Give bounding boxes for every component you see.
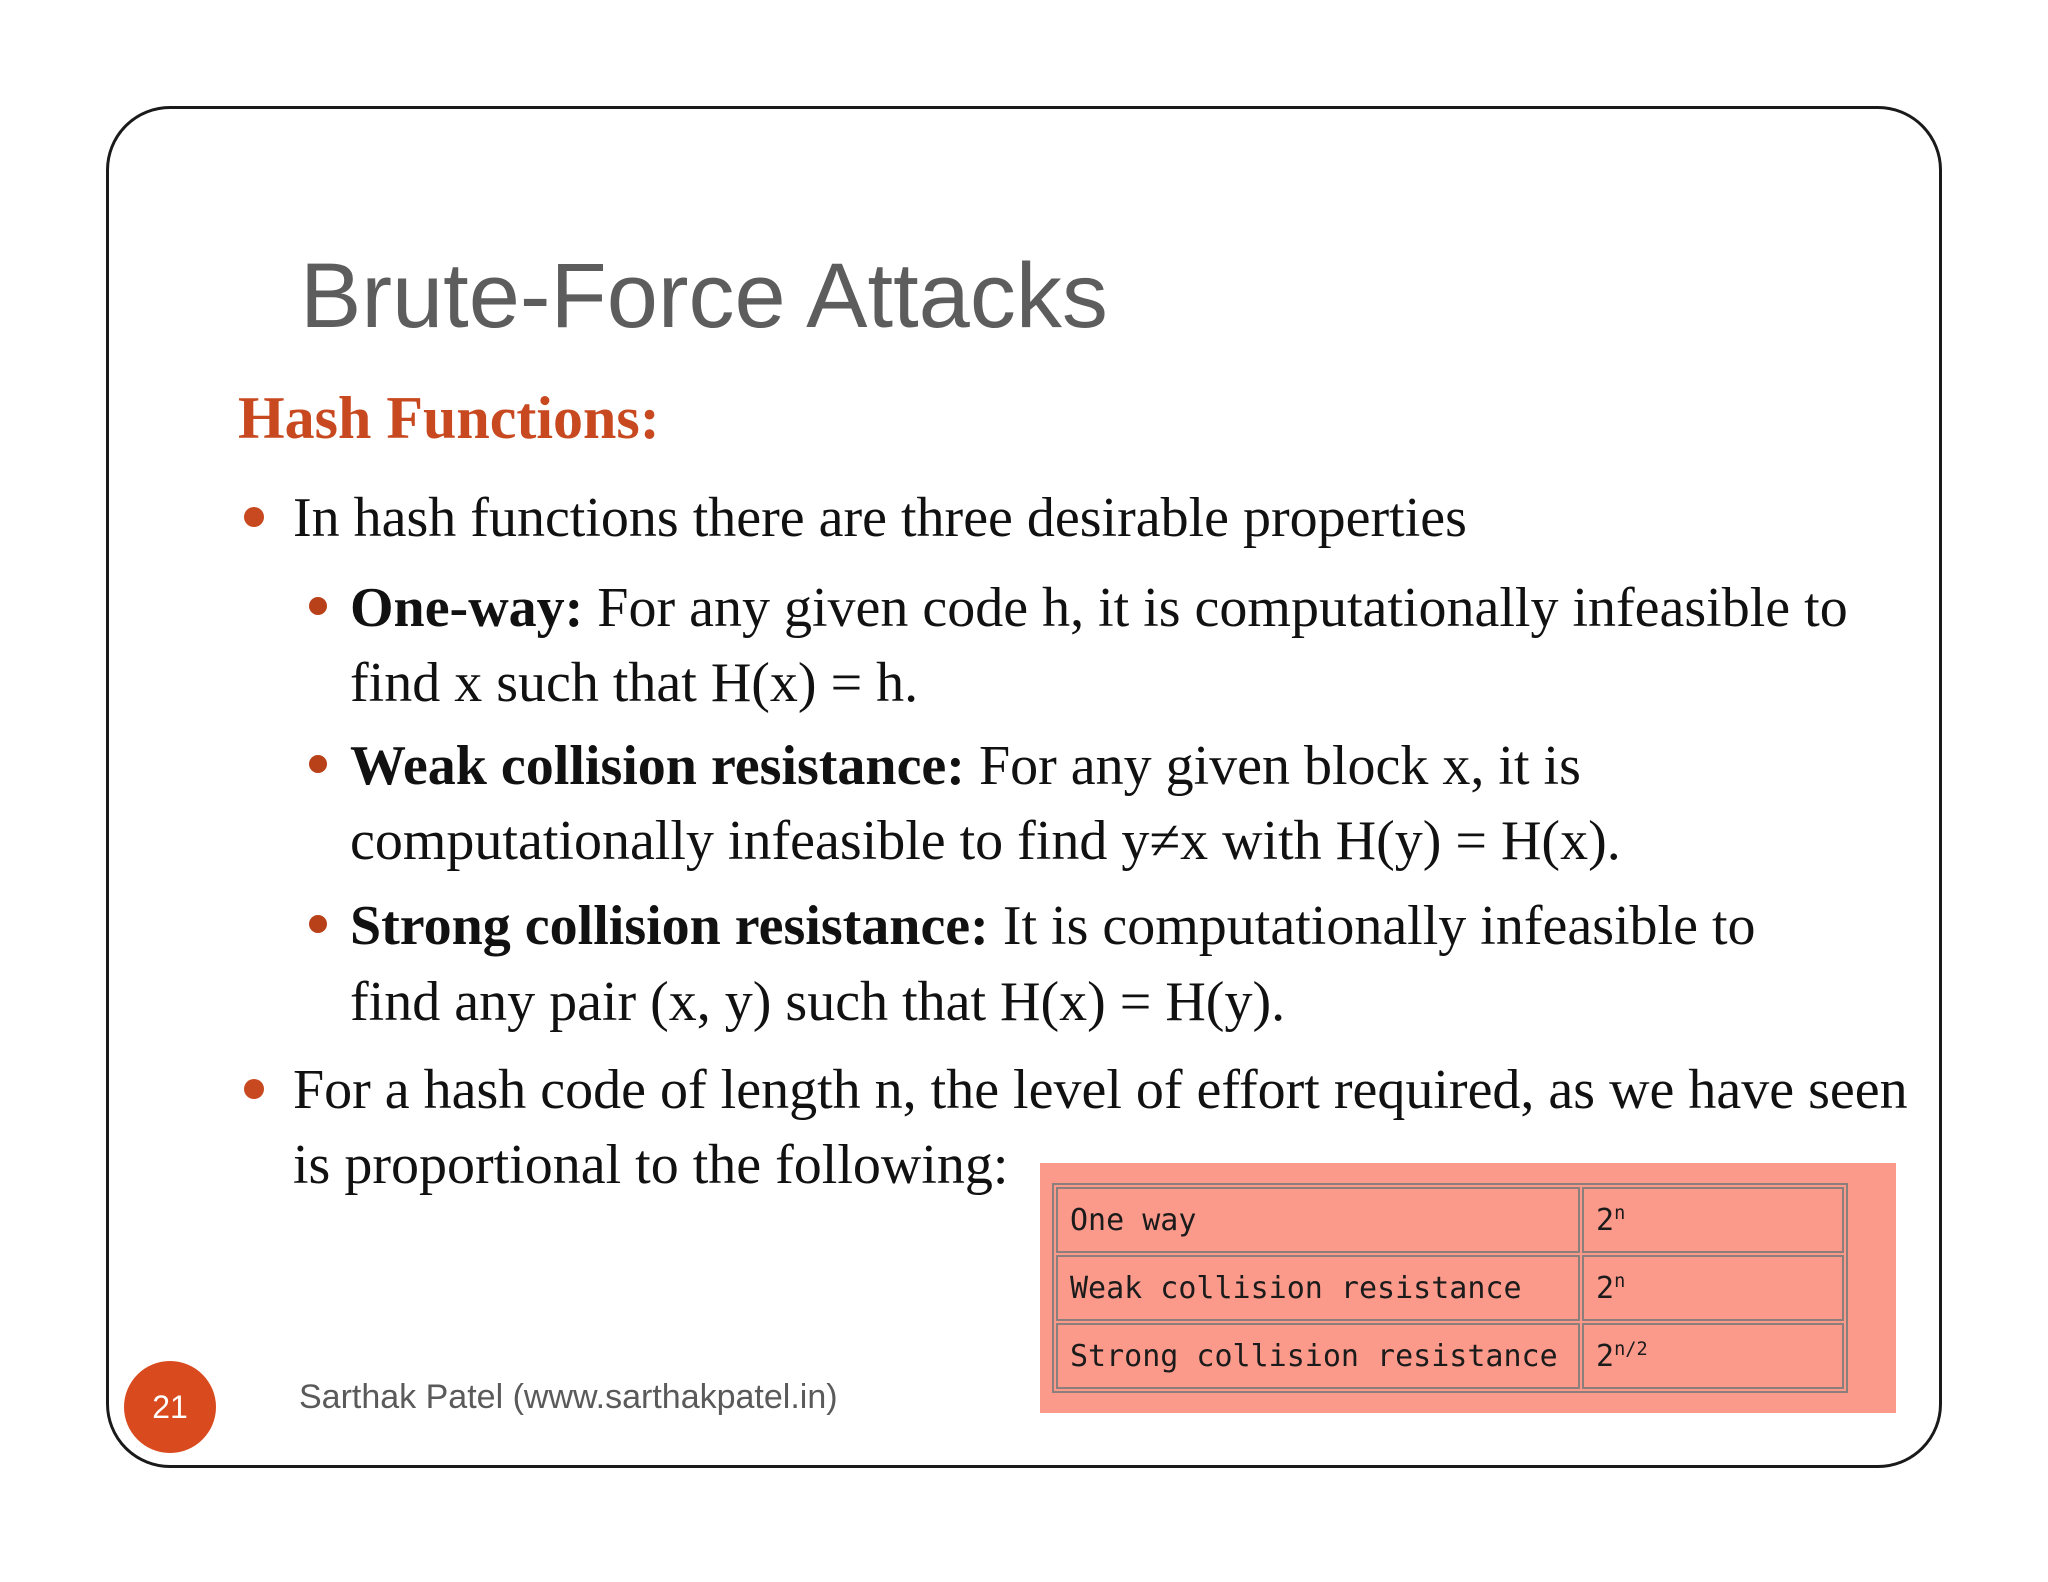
property-weak-collision — [350, 735, 1581, 797]
table-row — [1056, 1255, 1844, 1321]
page-number-badge: 21 — [124, 1361, 216, 1453]
slide-title: Brute-Force Attacks — [300, 245, 1108, 347]
table-cell-effort: 2$^n$ — [1582, 1255, 1844, 1321]
table-cell-effort: 2$^n$ — [1582, 1187, 1844, 1253]
effort-table-panel — [1040, 1163, 1896, 1413]
sub-bullet-icon — [309, 597, 327, 615]
term-one-way: One-way: — [350, 577, 584, 639]
table-row — [1056, 1187, 1844, 1253]
table-cell-property: Weak collision resistance — [1056, 1255, 1580, 1321]
table-cell-property: One way — [1056, 1187, 1580, 1253]
footer-credit: Sarthak Patel (www.sarthakpatel.in) — [299, 1378, 838, 1416]
term-strong-collision: Strong collision resistance: — [350, 895, 989, 957]
property-one-way — [350, 577, 1848, 639]
strong-collision-description-line2: find any pair (x, y) such that H(x) = H(y). — [350, 971, 1286, 1033]
table-cell-effort: $2^{n/2}$ — [1582, 1323, 1844, 1389]
weak-collision-description-line1: For any given block x, it is — [978, 735, 1581, 797]
bullet-icon — [244, 1079, 264, 1099]
weak-collision-description-line2: computationally infeasible to find y≠x with H(y) = H(x). — [350, 810, 1621, 872]
sub-bullet-icon — [309, 915, 327, 933]
term-weak-collision: Weak collision resistance: — [350, 735, 965, 797]
effort-bullet-line1: For a hash code of length n, the level of effort required, as we have seen — [293, 1059, 1908, 1121]
effort-table — [1052, 1183, 1848, 1393]
effort-bullet-line2: is proportional to the following: — [293, 1134, 1009, 1196]
sub-bullet-icon — [309, 755, 327, 773]
bullet-properties-intro: In hash functions there are three desirable properties — [293, 487, 1467, 549]
bullet-icon — [244, 507, 264, 527]
one-way-description-line1: For any given code h, it is computationally infeasible to — [597, 577, 1848, 639]
table-row — [1056, 1323, 1844, 1389]
section-heading: Hash Functions: — [238, 385, 660, 451]
property-strong-collision — [350, 895, 1756, 957]
strong-collision-description-line1: It is computationally infeasible to — [1002, 895, 1756, 957]
table-cell-property: Strong collision resistance — [1056, 1323, 1580, 1389]
one-way-description-line2: find x such that H(x) = h. — [350, 652, 919, 714]
